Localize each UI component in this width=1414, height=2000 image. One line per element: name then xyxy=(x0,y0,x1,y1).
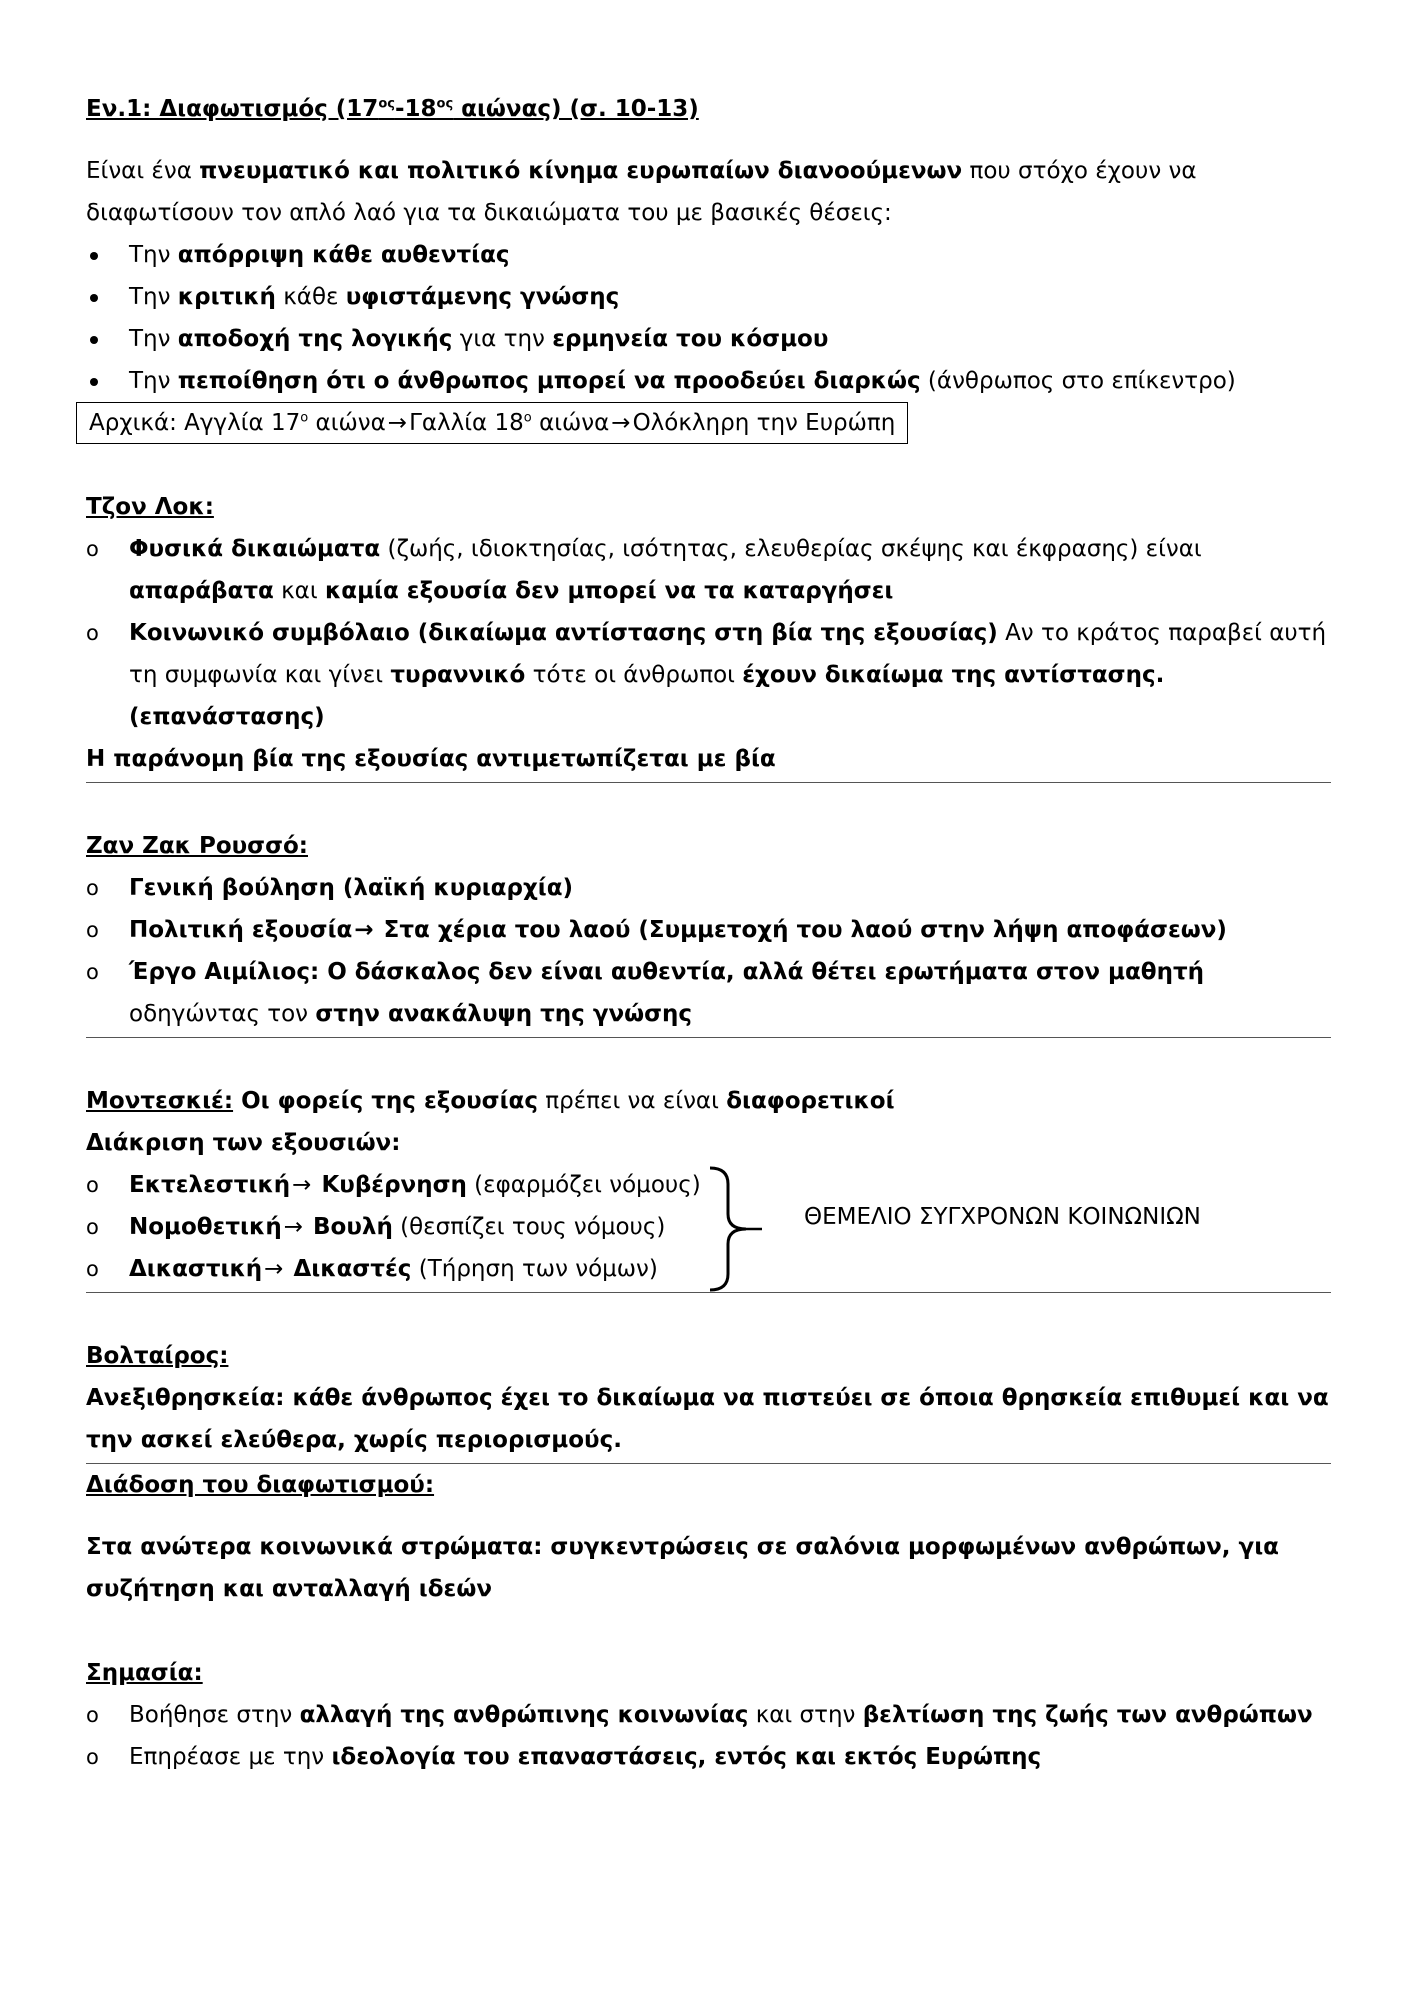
intro-bullet-list xyxy=(86,234,1331,402)
locke-heading: Τζον Λοκ: xyxy=(86,494,214,520)
list-item: o Βοήθησε στην αλλαγή της ανθρώπινης κοινωνίας και στην βελτίωση της ζωής των ανθρώπων xyxy=(86,1694,1331,1736)
bullet-icon xyxy=(90,252,98,260)
intro-paragraph: Είναι ένα πνευματικό και πολιτικό κίνημα ευρωπαίων διανοούμενων που στόχο έχουν να διαφωτίσουν τον απλό λαό για τα δικαιώματα του με βασικές θέσεις: xyxy=(86,158,1197,226)
list-item: o Νομοθετική→ Βουλή (θεσπίζει τους νόμους) xyxy=(86,1206,1331,1248)
list-item: Την αποδοχή της λογικής για την ερμηνεία του κόσμου xyxy=(86,318,1331,360)
spread-heading: Διάδοση του διαφωτισμού: xyxy=(86,1472,435,1498)
arrow-icon: → xyxy=(264,1256,284,1282)
circle-bullet-icon: o xyxy=(86,537,99,561)
circle-bullet-icon: o xyxy=(86,1257,99,1281)
circle-bullet-icon: o xyxy=(86,1173,99,1197)
voltaire-text: Ανεξιθρησκεία: κάθε άνθρωπος έχει το δικαίωμα να πιστεύει σε όποια θρησκεία επιθυμεί και να την ασκεί ελεύθερα, χωρίς περιορισμούς. xyxy=(86,1385,1329,1453)
list-item: o Επηρέασε με την ιδεολογία του επαναστάσεις, εντός και εκτός Ευρώπης xyxy=(86,1736,1331,1778)
curly-brace-icon xyxy=(706,1164,766,1294)
list-item: o Δικαστική→ Δικαστές (Τήρηση των νόμων) xyxy=(86,1248,1331,1290)
arrow-icon: → xyxy=(387,410,408,436)
list-item: Την κριτική κάθε υφιστάμενης γνώσης xyxy=(86,276,1331,318)
bullet-icon xyxy=(90,294,98,302)
circle-bullet-icon: o xyxy=(86,960,99,984)
arrow-icon: → xyxy=(292,1172,312,1198)
circle-bullet-icon: o xyxy=(86,1703,99,1727)
montesquieu-heading-line: Μοντεσκιέ: Οι φορείς της εξουσίας πρέπει να είναι διαφορετικοί xyxy=(86,1088,895,1114)
document-page xyxy=(86,88,1331,1778)
significance-heading: Σημασία: xyxy=(86,1660,203,1686)
bullet-icon xyxy=(90,378,98,386)
origin-box-line xyxy=(86,402,1331,444)
list-item: Την πεποίθηση ότι ο άνθρωπος μπορεί να προοδεύει διαρκώς (άνθρωπος στο επίκεντρο) xyxy=(86,360,1331,402)
list-item: o Φυσικά δικαιώματα (ζωής, ιδιοκτησίας, ισότητας, ελευθερίας σκέψης και έκφρασης) είναι απαράβατα και καμία εξουσία δεν μπορεί να τα καταργήσει xyxy=(86,528,1331,612)
locke-list xyxy=(86,528,1331,738)
circle-bullet-icon: o xyxy=(86,1215,99,1239)
arrow-icon: → xyxy=(611,410,631,436)
page-title: Εν.1: Διαφωτισμός ($17^{o\varsigma}-18^{o\varsigma}$ αιώνας) (σ. 10-13) xyxy=(86,96,699,122)
origin-box: Αρχικά: Αγγλία $17^o$ αιώνα→Γαλλία $18^o$ αιώνα→Ολόκληρη την Ευρώπη xyxy=(76,402,908,444)
circle-bullet-icon: o xyxy=(86,621,99,645)
rousseau-heading: Ζαν Ζακ Ρουσσό: xyxy=(86,833,308,859)
circle-bullet-icon: o xyxy=(86,1745,99,1769)
brace-label: ΘΕΜΕΛΙΟ ΣΥΓΧΡΟΝΩΝ ΚΟΙΝΩΝΙΩΝ xyxy=(804,1204,1201,1230)
separation-subheading: Διάκριση των εξουσιών: xyxy=(86,1130,401,1156)
arrow-icon: → xyxy=(354,917,374,943)
circle-bullet-icon: o xyxy=(86,918,99,942)
list-item: o Πολιτική εξουσία→ Στα χέρια του λαού (Συμμετοχή του λαού στην λήψη αποφάσεων) xyxy=(86,909,1331,951)
list-item: o Κοινωνικό συμβόλαιο (δικαίωμα αντίστασης στη βία της εξουσίας) Αν το κράτος παραβεί αυτή τη συμφωνία και γίνει τυραννικό τότε οι άνθρωποι έχουν δικαίωμα της αντίστασης. (επανάστασης) xyxy=(86,612,1331,738)
significance-list xyxy=(86,1694,1331,1778)
locke-closing: Η παράνομη βία της εξουσίας αντιμετωπίζεται με βία xyxy=(86,746,776,772)
list-item: o Εκτελεστική→ Κυβέρνηση (εφαρμόζει νόμους) xyxy=(86,1164,1331,1206)
list-item: o Έργο Αιμίλιος: Ο δάσκαλος δεν είναι αυθεντία, αλλά θέτει ερωτήματα στον μαθητή οδηγώντας τον στην ανακάλυψη της γνώσης xyxy=(86,951,1331,1035)
separation-block xyxy=(86,1164,1331,1290)
rousseau-list xyxy=(86,867,1331,1035)
list-item: Την απόρριψη κάθε αυθεντίας xyxy=(86,234,1331,276)
arrow-icon: → xyxy=(283,1214,304,1240)
spread-text: Στα ανώτερα κοινωνικά στρώματα: συγκεντρώσεις σε σαλόνια μορφωμένων ανθρώπων, για συζήτηση και ανταλλαγή ιδεών xyxy=(86,1534,1279,1602)
voltaire-heading: Βολταίρος: xyxy=(86,1343,229,1369)
bullet-icon xyxy=(90,336,98,344)
circle-bullet-icon: o xyxy=(86,876,99,900)
list-item: o Γενική βούληση (λαϊκή κυριαρχία) xyxy=(86,867,1331,909)
